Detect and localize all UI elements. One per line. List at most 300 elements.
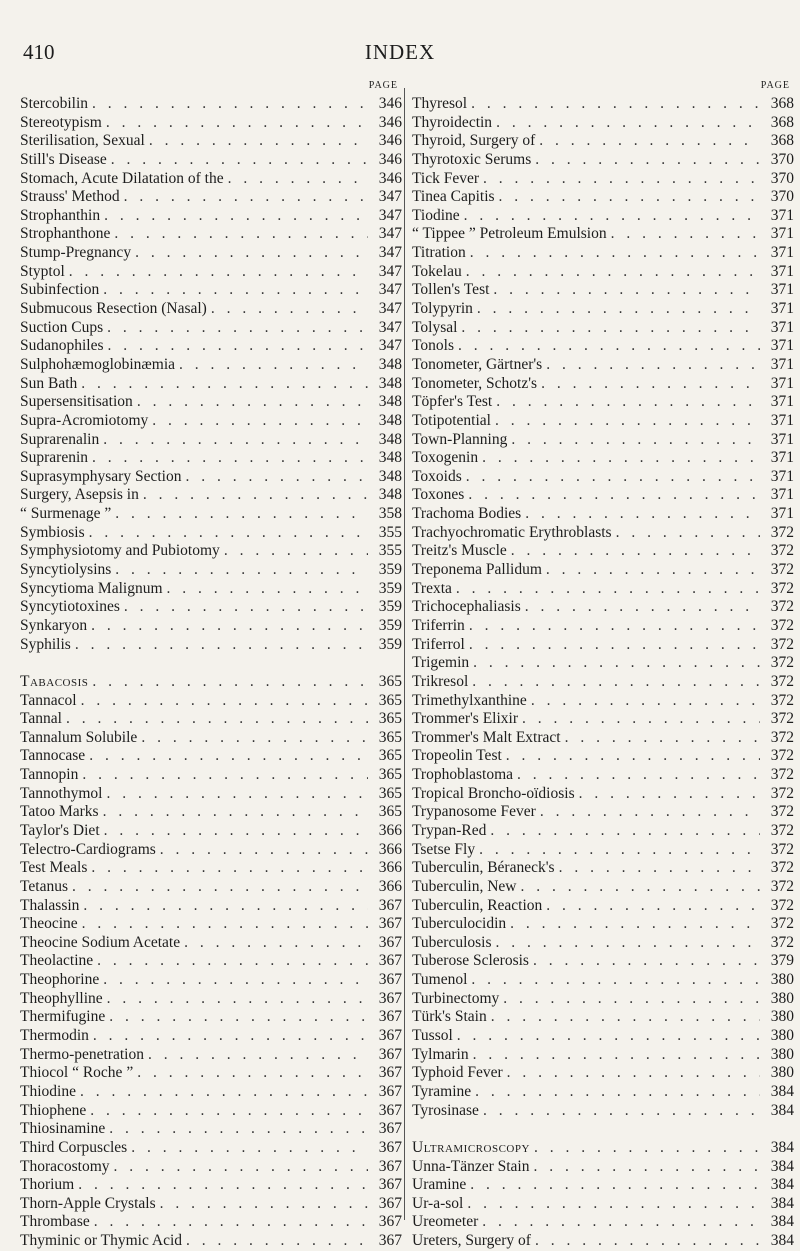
index-term: Tannacol xyxy=(20,691,77,709)
index-term: Strophanthone xyxy=(20,225,111,243)
index-page-number: 371 xyxy=(770,355,794,373)
index-entry xyxy=(412,673,794,692)
index-spacer xyxy=(20,654,402,673)
index-entry xyxy=(20,803,402,822)
index-entry xyxy=(412,598,794,617)
index-term: Tannal xyxy=(20,710,62,728)
dot-leader xyxy=(462,263,760,282)
index-entry xyxy=(20,952,402,971)
index-entry xyxy=(412,151,794,170)
dot-leader xyxy=(492,114,760,133)
index-entry xyxy=(20,878,402,897)
index-page-number: 384 xyxy=(770,1101,794,1119)
index-term: Tick Fever xyxy=(412,169,480,187)
dot-leader xyxy=(530,1158,761,1177)
dot-leader xyxy=(452,580,760,599)
index-page-number: 371 xyxy=(770,393,794,411)
dot-leader xyxy=(131,244,368,263)
page-column-header: PAGE xyxy=(368,80,398,91)
index-page-number: 367 xyxy=(378,1120,402,1138)
index-entry xyxy=(20,244,402,263)
dot-leader xyxy=(65,263,368,282)
dot-leader xyxy=(486,822,760,841)
index-entry xyxy=(20,151,402,170)
index-entries-right xyxy=(412,95,794,1251)
index-entry xyxy=(412,1046,794,1065)
index-term: Trimethylxanthine xyxy=(412,691,527,709)
dot-leader xyxy=(102,785,368,804)
index-page-number: 384 xyxy=(770,1176,794,1194)
index-entry xyxy=(412,803,794,822)
dot-leader xyxy=(111,505,368,524)
index-entry xyxy=(20,281,402,300)
index-entries-left xyxy=(20,95,402,1251)
index-page-number: 367 xyxy=(378,1101,402,1119)
index-page-number: 365 xyxy=(378,691,402,709)
index-entry xyxy=(20,841,402,860)
dot-leader xyxy=(175,356,368,375)
index-page-number: 347 xyxy=(378,225,402,243)
dot-leader xyxy=(412,1120,760,1139)
index-term: Thyminic or Thymic Acid xyxy=(20,1232,183,1250)
column-divider xyxy=(404,88,405,1220)
index-page-number: 367 xyxy=(378,1176,402,1194)
index-term: Trichocephaliasis xyxy=(412,598,521,616)
index-entry xyxy=(412,114,794,133)
index-term: Toxogenin xyxy=(412,449,479,467)
index-term: Suprarenalin xyxy=(20,430,100,448)
index-term: Tropical Broncho-oïdiosis xyxy=(412,784,575,802)
index-page-number: 366 xyxy=(378,821,402,839)
dot-leader xyxy=(78,766,368,785)
dot-leader xyxy=(507,542,760,561)
index-term: Tolypyrin xyxy=(412,300,473,318)
index-term: Tannopin xyxy=(20,766,79,784)
index-entry xyxy=(412,375,794,394)
dot-leader xyxy=(492,934,760,953)
index-entry xyxy=(20,356,402,375)
index-term: Treitz's Muscle xyxy=(412,542,507,560)
index-column-left xyxy=(20,80,402,1251)
index-entry xyxy=(412,766,794,785)
index-entry xyxy=(412,244,794,263)
index-entry xyxy=(20,1083,402,1102)
index-entry xyxy=(20,375,402,394)
index-term: Thiophene xyxy=(20,1101,87,1119)
dot-leader xyxy=(487,1008,760,1027)
index-page-number: 371 xyxy=(770,281,794,299)
index-page-number: 348 xyxy=(378,430,402,448)
index-term: Thiosinamine xyxy=(20,1120,106,1138)
index-page-number: 372 xyxy=(770,635,794,653)
index-page-number: 372 xyxy=(770,747,794,765)
dot-leader xyxy=(93,952,368,971)
index-page-number: 365 xyxy=(378,803,402,821)
page-header xyxy=(0,40,800,70)
dot-leader xyxy=(156,1195,368,1214)
index-entry xyxy=(20,1195,402,1214)
index-term: Thyrotoxic Serums xyxy=(412,150,532,168)
index-entry xyxy=(412,747,794,766)
index-term: Unna-Tänzer Stain xyxy=(412,1157,530,1175)
index-page-number: 347 xyxy=(378,337,402,355)
index-page-number: 371 xyxy=(770,411,794,429)
index-term: Typhoid Fever xyxy=(412,1064,503,1082)
dot-leader xyxy=(156,841,368,860)
dot-leader xyxy=(86,1102,368,1121)
index-term: Tuberculin, New xyxy=(412,877,517,895)
dot-leader xyxy=(479,1102,760,1121)
index-term: Thrombase xyxy=(20,1213,90,1231)
index-page-number: 380 xyxy=(770,1027,794,1045)
dot-leader xyxy=(110,1158,368,1177)
index-page-number: 346 xyxy=(378,95,402,112)
index-term: Syncytioma Malignum xyxy=(20,579,163,597)
dot-leader xyxy=(467,971,760,990)
index-term: Symphysiotomy and Pubiotomy xyxy=(20,542,220,560)
dot-leader xyxy=(502,747,760,766)
dot-leader xyxy=(224,170,368,189)
index-page-number: 372 xyxy=(770,561,794,579)
index-entry xyxy=(412,1213,794,1232)
dot-leader xyxy=(120,188,368,207)
index-entry xyxy=(412,580,794,599)
index-term: Theophylline xyxy=(20,989,103,1007)
index-page-number: 372 xyxy=(770,691,794,709)
index-page-number: 347 xyxy=(378,262,402,280)
dot-leader xyxy=(521,598,760,617)
index-term: Ureters, Surgery of xyxy=(412,1232,531,1250)
dot-leader xyxy=(542,897,760,916)
index-page-number: 370 xyxy=(770,188,794,206)
index-term: Synkaryon xyxy=(20,616,88,634)
index-term: Thorium xyxy=(20,1176,75,1194)
index-term: Trigemin xyxy=(412,654,470,672)
index-term: Tuberculosis xyxy=(412,933,492,951)
index-entry xyxy=(20,431,402,450)
index-term: Syncytiotoxines xyxy=(20,598,120,616)
index-page-number: 367 xyxy=(378,933,402,951)
index-term: Strophanthin xyxy=(20,206,101,224)
index-entry xyxy=(412,561,794,580)
dot-leader xyxy=(99,803,368,822)
index-page-number: 371 xyxy=(770,449,794,467)
index-entry xyxy=(20,95,402,114)
index-page-number: 371 xyxy=(770,430,794,448)
index-page-number: 371 xyxy=(770,300,794,318)
index-page-number: 372 xyxy=(770,579,794,597)
index-term: Suprarenin xyxy=(20,449,89,467)
index-term: Tolysal xyxy=(412,318,458,336)
index-entry xyxy=(412,263,794,282)
dot-leader xyxy=(471,1083,760,1102)
dot-leader xyxy=(111,561,368,580)
index-entry xyxy=(412,449,794,468)
index-page-number: 367 xyxy=(378,1045,402,1063)
index-term: Thermodin xyxy=(20,1027,89,1045)
index-term: Styptol xyxy=(20,262,65,280)
dot-leader xyxy=(79,897,368,916)
index-page-number: 359 xyxy=(378,579,402,597)
index-page-number: 370 xyxy=(770,169,794,187)
dot-leader xyxy=(105,1120,368,1139)
index-term: Tatoo Marks xyxy=(20,803,99,821)
dot-leader xyxy=(148,412,368,431)
index-term: Toxoids xyxy=(412,467,462,485)
index-page-number: 384 xyxy=(770,1232,794,1250)
dot-leader xyxy=(478,1213,760,1232)
index-term: “ Tippee ” Petroleum Emulsion xyxy=(412,225,607,243)
dot-leader xyxy=(87,617,368,636)
dot-leader xyxy=(479,170,760,189)
dot-leader xyxy=(542,356,760,375)
index-term: Thermo-penetration xyxy=(20,1045,144,1063)
index-page-number: 371 xyxy=(770,206,794,224)
index-term: Suction Cups xyxy=(20,318,104,336)
index-page-number: 367 xyxy=(378,1027,402,1045)
index-entry xyxy=(412,1064,794,1083)
index-entry xyxy=(20,505,402,524)
index-entry xyxy=(20,524,402,543)
dot-leader xyxy=(503,1064,760,1083)
dot-leader xyxy=(144,1046,368,1065)
dot-leader xyxy=(90,1213,368,1232)
index-entry xyxy=(20,188,402,207)
index-entry xyxy=(20,692,402,711)
index-page-number: 372 xyxy=(770,877,794,895)
index-page-number: 365 xyxy=(378,784,402,802)
index-term: Thyroid, Surgery of xyxy=(412,132,536,150)
dot-leader xyxy=(105,1008,368,1027)
index-entry xyxy=(20,747,402,766)
index-entry xyxy=(20,114,402,133)
index-page-number: 367 xyxy=(378,896,402,914)
dot-leader xyxy=(475,841,760,860)
dot-leader xyxy=(133,393,368,412)
index-term: Tiodine xyxy=(412,206,460,224)
index-entry xyxy=(20,934,402,953)
dot-leader xyxy=(575,785,760,804)
index-term: Thiodine xyxy=(20,1082,76,1100)
dot-leader xyxy=(77,692,368,711)
index-entry xyxy=(20,1158,402,1177)
index-page-number: 346 xyxy=(378,150,402,168)
index-entry xyxy=(20,990,402,1009)
dot-leader xyxy=(220,542,368,561)
dot-leader xyxy=(499,990,760,1009)
index-page-number: 358 xyxy=(378,505,402,523)
index-page-number: 365 xyxy=(378,672,402,690)
index-page-number: 367 xyxy=(378,1138,402,1156)
index-page-number: 384 xyxy=(770,1157,794,1175)
index-term: Stomach, Acute Dilatation of the xyxy=(20,169,224,187)
index-page-number: 372 xyxy=(770,672,794,690)
index-term: Toxones xyxy=(412,486,465,504)
index-entry xyxy=(412,524,794,543)
index-term: Tabacosis xyxy=(20,672,89,690)
dot-leader xyxy=(180,934,368,953)
index-term: Tylmarin xyxy=(412,1045,469,1063)
dot-leader xyxy=(555,859,760,878)
index-term: Tyrosinase xyxy=(412,1101,479,1119)
index-term: Töpfer's Test xyxy=(412,393,493,411)
index-term: Thermifugine xyxy=(20,1008,106,1026)
index-entry xyxy=(412,95,794,114)
dot-leader xyxy=(62,710,368,729)
index-page-number: 371 xyxy=(770,244,794,262)
index-entry xyxy=(20,561,402,580)
dot-leader xyxy=(478,449,760,468)
index-entry xyxy=(20,449,402,468)
index-term: Symbiosis xyxy=(20,523,85,541)
index-term: Türk's Stain xyxy=(412,1008,487,1026)
index-term: Tollen's Test xyxy=(412,281,490,299)
index-page-number: 371 xyxy=(770,486,794,504)
index-term: Trypan-Red xyxy=(412,821,487,839)
index-term: Theolactine xyxy=(20,952,94,970)
index-term: Tyramine xyxy=(412,1082,472,1100)
index-entry xyxy=(412,785,794,804)
dot-leader xyxy=(139,486,368,505)
index-entry xyxy=(20,486,402,505)
dot-leader xyxy=(145,132,368,151)
dot-leader xyxy=(506,915,760,934)
dot-leader xyxy=(120,598,368,617)
index-term: Theophorine xyxy=(20,971,100,989)
dot-leader xyxy=(542,561,760,580)
index-page-number: 372 xyxy=(770,523,794,541)
dot-leader xyxy=(491,412,760,431)
index-page-number: 367 xyxy=(378,1213,402,1231)
index-term: Subinfection xyxy=(20,281,100,299)
index-page-number: 367 xyxy=(378,915,402,933)
dot-leader xyxy=(454,337,760,356)
index-entry xyxy=(412,692,794,711)
index-page-number: 372 xyxy=(770,598,794,616)
index-page-number: 372 xyxy=(770,728,794,746)
index-page-number: 365 xyxy=(378,766,402,784)
index-page-number: 365 xyxy=(378,728,402,746)
dot-leader xyxy=(518,710,760,729)
index-entry xyxy=(412,654,794,673)
index-term: “ Surmenage ” xyxy=(20,505,112,523)
index-term: Telectro-Cardiograms xyxy=(20,840,156,858)
index-term: Sulphohæmoglobinæmia xyxy=(20,355,176,373)
index-entry xyxy=(20,319,402,338)
index-page-number: 368 xyxy=(770,95,794,112)
dot-leader xyxy=(103,990,368,1009)
index-entry xyxy=(20,1008,402,1027)
index-page-number: 368 xyxy=(770,113,794,131)
dot-leader xyxy=(104,337,368,356)
index-entry xyxy=(20,766,402,785)
index-term: Suprasymphysary Section xyxy=(20,467,182,485)
index-page-number: 380 xyxy=(770,1045,794,1063)
dot-leader xyxy=(464,486,760,505)
index-term: Tannothymol xyxy=(20,784,103,802)
dot-leader xyxy=(107,151,368,170)
index-term: Thorn-Apple Crystals xyxy=(20,1194,156,1212)
index-entry xyxy=(20,1139,402,1158)
index-term: Still's Disease xyxy=(20,150,107,168)
dot-leader xyxy=(78,915,368,934)
index-page-number: 367 xyxy=(378,1064,402,1082)
index-term: Thalassin xyxy=(20,896,80,914)
dot-leader xyxy=(20,654,368,673)
dot-leader xyxy=(492,393,760,412)
dot-leader xyxy=(100,207,368,226)
index-page-number: 372 xyxy=(770,654,794,672)
index-entry xyxy=(20,225,402,244)
dot-leader xyxy=(99,971,368,990)
dot-leader xyxy=(133,1064,368,1083)
dot-leader xyxy=(513,766,760,785)
index-entry xyxy=(412,878,794,897)
index-term: Thyroidectin xyxy=(412,113,493,131)
index-page-number: 348 xyxy=(378,486,402,504)
index-page-number: 348 xyxy=(378,411,402,429)
index-term: Tonols xyxy=(412,337,454,355)
index-page-number: 347 xyxy=(378,206,402,224)
index-entry xyxy=(412,1195,794,1214)
index-term: Tuberculocidin xyxy=(412,915,507,933)
dot-leader xyxy=(468,673,760,692)
index-page-number: 379 xyxy=(770,952,794,970)
index-entry xyxy=(20,337,402,356)
dot-leader xyxy=(127,1139,368,1158)
index-entry xyxy=(412,393,794,412)
index-page-number: 384 xyxy=(770,1082,794,1100)
index-page-number: 380 xyxy=(770,971,794,989)
index-page-number: 355 xyxy=(378,523,402,541)
dot-leader xyxy=(537,375,760,394)
index-entry xyxy=(412,412,794,431)
dot-leader xyxy=(527,692,760,711)
dot-leader xyxy=(85,747,368,766)
dot-leader xyxy=(460,207,760,226)
index-entry xyxy=(20,897,402,916)
index-term: Tonometer, Gärtner's xyxy=(412,355,543,373)
dot-leader xyxy=(74,1176,368,1195)
index-page-number: 366 xyxy=(378,859,402,877)
index-page-number: 367 xyxy=(378,1157,402,1175)
index-entry xyxy=(412,188,794,207)
index-term: Turbinectomy xyxy=(412,989,500,1007)
index-page-number: 367 xyxy=(378,1194,402,1212)
index-term: Trommer's Malt Extract xyxy=(412,728,561,746)
index-term: Syncytiolysins xyxy=(20,561,112,579)
dot-leader xyxy=(495,188,760,207)
index-entry xyxy=(412,636,794,655)
running-head: INDEX xyxy=(364,40,436,64)
index-page-number: 366 xyxy=(378,840,402,858)
index-entry xyxy=(412,431,794,450)
index-entry xyxy=(20,1027,402,1046)
index-page-number: 365 xyxy=(378,747,402,765)
index-page-number: 367 xyxy=(378,1008,402,1026)
index-term: Tokelau xyxy=(412,262,462,280)
index-entry xyxy=(412,337,794,356)
dot-leader xyxy=(529,952,760,971)
dot-leader xyxy=(76,1083,368,1102)
index-page-number: 348 xyxy=(378,467,402,485)
dot-leader xyxy=(85,524,368,543)
dot-leader xyxy=(87,859,368,878)
dot-leader xyxy=(89,1027,368,1046)
index-entry xyxy=(20,132,402,151)
index-entry xyxy=(20,710,402,729)
index-entry xyxy=(20,1120,402,1139)
